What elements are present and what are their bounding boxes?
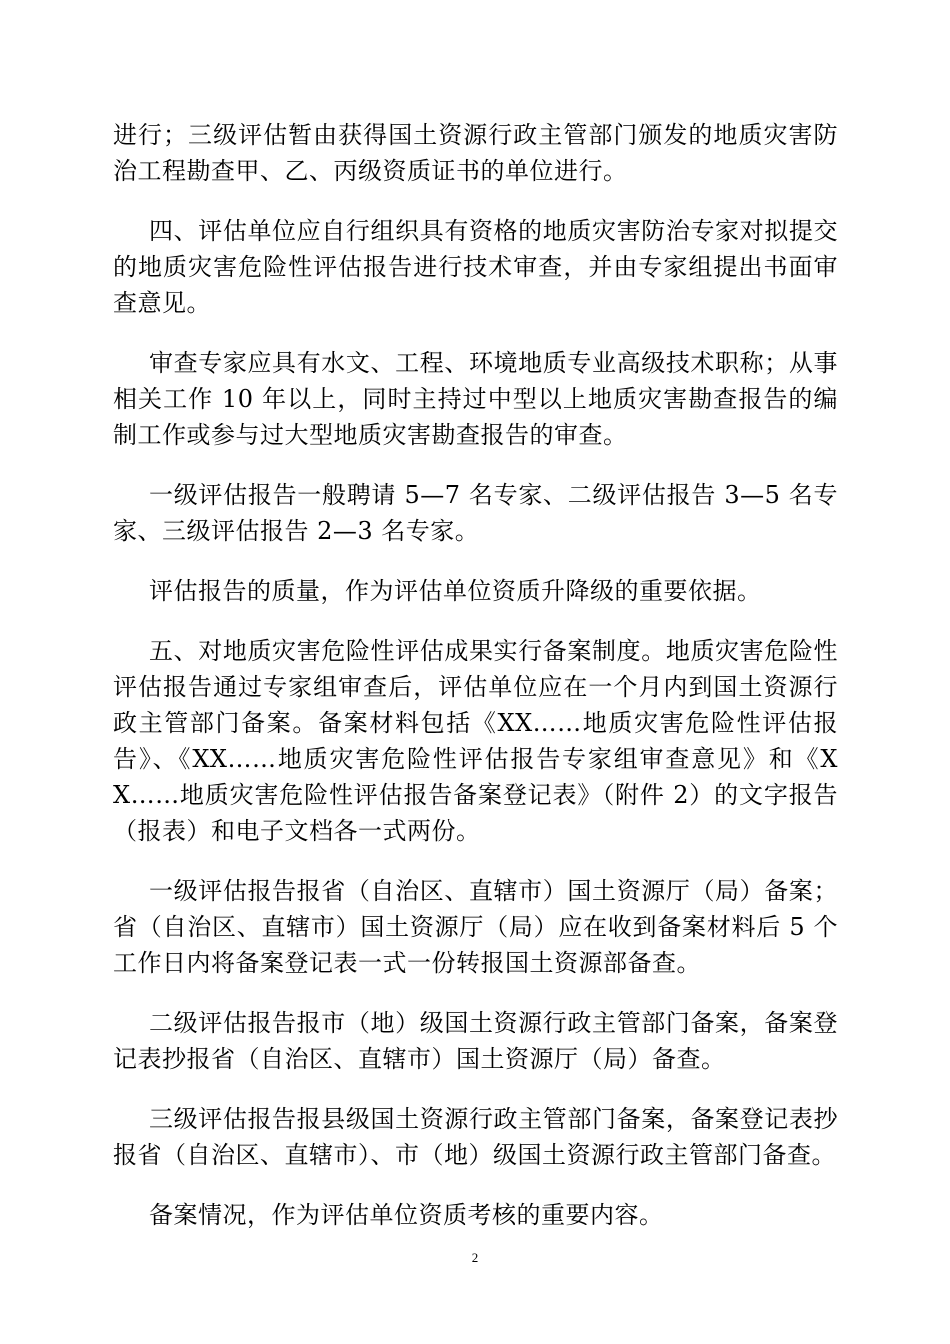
paragraph-4: 一级评估报告一般聘请 5—7 名专家、二级评估报告 3—5 名专家、三级评估报告 2—3 名专家。 [113,481,838,545]
page-number: 2 [471,1250,479,1265]
document-body [113,117,838,1257]
paragraph-6: 五、对地质灾害危险性评估成果实行备案制度。地质灾害危险性评估报告通过专家组审查后，评估单位应在一个月内到国土资源行政主管部门备案。备案材料包括《XX……地质灾害危险性评估报告》、《XX……地质灾害危险性评估报告专家组审查意见》和《XX……地质灾害危险性评估报告备案登记表》（附件 2）的文字报告（报表）和电子文档各一式两份。 [113,637,838,845]
paragraph-7: 一级评估报告报省（自治区、直辖市）国土资源厅（局）备案；省（自治区、直辖市）国土资源厅（局）应在收到备案材料后 5 个工作日内将备案登记表一式一份转报国土资源部备查。 [113,877,838,977]
paragraph-1: 进行；三级评估暂由获得国土资源行政主管部门颁发的地质灾害防治工程勘查甲、乙、丙级资质证书的单位进行。 [113,121,838,185]
paragraph-2: 四、评估单位应自行组织具有资格的地质灾害防治专家对拟提交的地质灾害危险性评估报告进行技术审查，并由专家组提出书面审查意见。 [113,217,838,317]
paragraph-8: 二级评估报告报市（地）级国土资源行政主管部门备案，备案登记表抄报省（自治区、直辖市）国土资源厅（局）备查。 [113,1009,838,1073]
paragraph-10: 备案情况，作为评估单位资质考核的重要内容。 [149,1201,664,1229]
paragraph-3: 审查专家应具有水文、工程、环境地质专业高级技术职称；从事相关工作 10 年以上，同时主持过中型以上地质灾害勘查报告的编制工作或参与过大型地质灾害勘查报告的审查。 [113,349,838,449]
paragraph-9: 三级评估报告报县级国土资源行政主管部门备案，备案登记表抄报省（自治区、直辖市）、市（地）级国土资源行政主管部门备查。 [113,1105,838,1169]
paragraph-5: 评估报告的质量，作为评估单位资质升降级的重要依据。 [149,577,762,605]
